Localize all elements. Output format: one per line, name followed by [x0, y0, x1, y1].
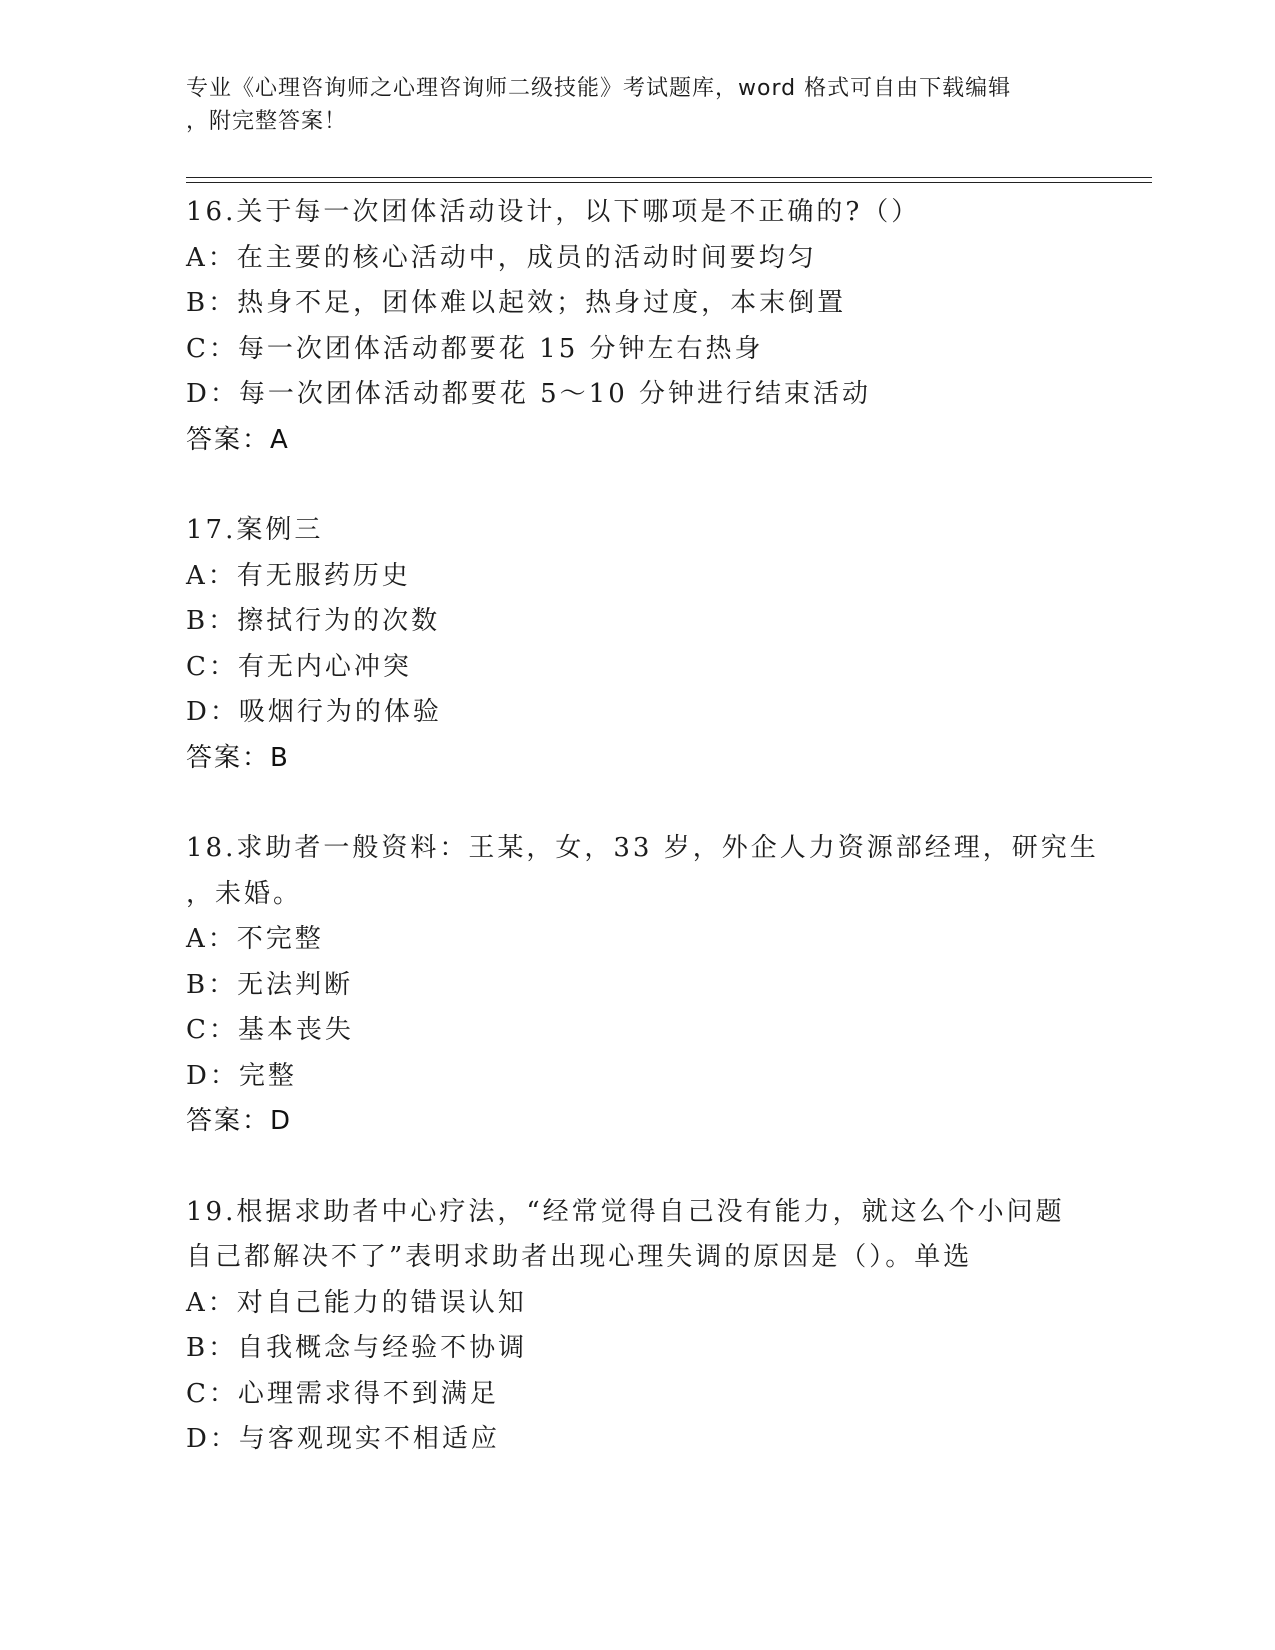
- option-a: A：有无服药历史: [186, 560, 411, 591]
- option-c: C：心理需求得不到满足: [186, 1378, 499, 1409]
- option-b: B：自我概念与经验不协调: [186, 1333, 528, 1363]
- option-c: C：有无内心冲突: [186, 651, 412, 682]
- question-stem: 19.根据求助者中心疗法，“经常觉得自己没有能力，就这么个小问题: [186, 1196, 1065, 1227]
- option-b: B：无法判断: [186, 969, 354, 1000]
- question-18: [186, 826, 1099, 1145]
- header-divider-bottom: [186, 182, 1152, 183]
- header-divider-top: [186, 177, 1152, 178]
- question-stem-continued: ，未婚。: [186, 878, 303, 909]
- header-line-2: ，附完整答案！: [186, 109, 348, 134]
- option-b: B：擦拭行为的次数: [186, 606, 441, 636]
- option-d: D：完整: [186, 1060, 297, 1091]
- answer-text: 答案：A: [186, 424, 290, 455]
- option-c: C：基本丧失: [186, 1015, 354, 1045]
- question-16: [186, 190, 1086, 463]
- option-a: A：在主要的核心活动中，成员的活动时间要均匀: [186, 242, 817, 273]
- option-d: D：与客观现实不相适应: [186, 1424, 500, 1454]
- option-a: A：对自己能力的错误认知: [186, 1287, 527, 1318]
- question-stem: 18.求助者一般资料：王某，女，33 岁，外企人力资源部经理，研究生: [186, 833, 1099, 863]
- question-stem: 16.关于每一次团体活动设计，以下哪项是不正确的?（）: [186, 197, 921, 227]
- option-c: C：每一次团体活动都要花 15 分钟左右热身: [186, 333, 764, 364]
- option-b: B：热身不足，团体难以起效；热身过度，本末倒置: [186, 288, 847, 318]
- header-line-1: 专业《心理咨询师之心理咨询师二级技能》考试题库，word 格式可自由下载编辑: [186, 76, 1012, 101]
- option-d: D：每一次团体活动都要花 5～10 分钟进行结束活动: [186, 379, 872, 409]
- question-17: [186, 508, 1086, 781]
- question-19: [186, 1190, 1086, 1463]
- option-d: D：吸烟行为的体验: [186, 697, 442, 727]
- question-stem-continued: 自己都解决不了”表明求助者出现心理失调的原因是（）。单选: [186, 1242, 973, 1272]
- question-list: [186, 190, 1099, 1508]
- option-a: A：不完整: [186, 924, 324, 954]
- document-header: [186, 72, 1066, 138]
- answer-text: 答案：D: [186, 1106, 293, 1136]
- answer-text: 答案：B: [186, 742, 290, 773]
- question-stem: 17.案例三: [186, 515, 324, 545]
